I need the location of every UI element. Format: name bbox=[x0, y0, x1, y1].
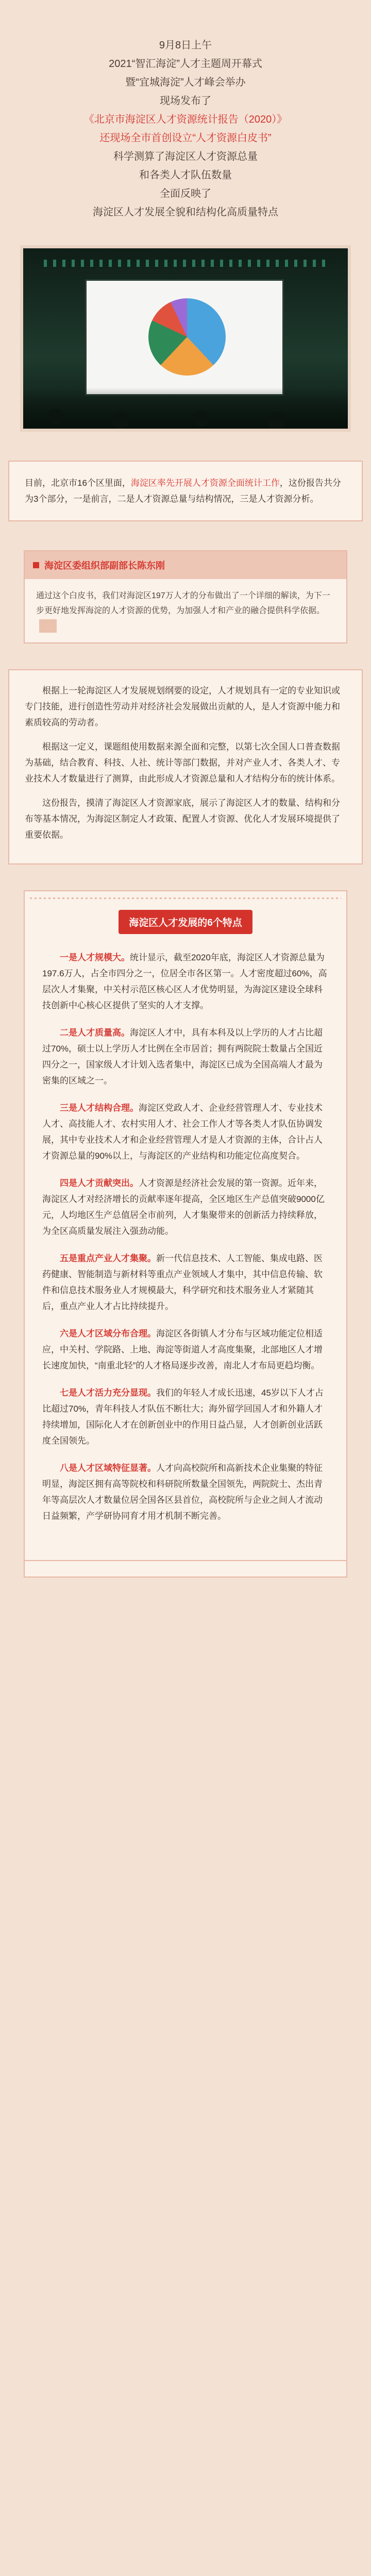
footer-divider bbox=[25, 1560, 346, 1561]
feature-text: 新一代信息技术、人工智能、集成电路、医药健康、智能制造与新材料等重点产业领域人才集中，其中信息传输、软件和信息技术服务业人才规模最大，科学研究和技术服务业人才紧随其后，重点产业人才占比持续提升。 bbox=[42, 1253, 323, 1311]
speaker-quote-text: 通过这个白皮书，我们对海淀区197万人才的分布做出了一个详细的解读，为下一步更好地发挥海淀的人才资源的优势，为加强人才和产业的融合提供科学依据。 bbox=[36, 591, 330, 615]
pie-chart-graphic bbox=[148, 298, 226, 376]
audience-silhouettes bbox=[23, 387, 348, 429]
intro-line: 海淀区人才发展全貌和结构化高质量特点 bbox=[93, 207, 278, 218]
feature-item bbox=[25, 1250, 346, 1314]
methodology-paragraph: 根据这一定义，课题组使用数据来源全面和完整，以第七次全国人口普查数据为基础，结合教育、科技、人社、统计等部门数据，并对产业人才、各类人才、专业技术人才数量进行了测算，由此形成人才资源总量和人才结构分布的统计体系。 bbox=[25, 742, 340, 784]
feature-text: 海淀区人才中，具有本科及以上学历的人才占比超过70%，硕士以上学历人才比例在全市居首；拥有两院院士数量占全国近四分之一，国家级人才计划入选者集中，海淀区已成为全国高端人才最为密集的区域之一。 bbox=[42, 1028, 323, 1086]
feature-item bbox=[25, 1460, 346, 1524]
speaker-section-header bbox=[25, 551, 346, 579]
intro-line: 《北京市海淀区人才资源统计报告（2020）》 bbox=[83, 114, 288, 125]
feature-text: 人才向高校院所和高新技术企业集聚的特征明显，海淀区拥有高等院校和科研院所数量全国领先，两院院士、杰出青年等高层次人才数量位居全国各区县首位，高校院所与企业之间人才流动日益频繁，产学研协同育才用才机制不断完善。 bbox=[42, 1463, 323, 1521]
features-title-tab: 海淀区人才发展的6个特点 bbox=[119, 910, 252, 934]
conference-photo bbox=[20, 245, 351, 432]
feature-text: 我们的年轻人才成长迅速，45岁以下人才占比超过70%，青年科技人才队伍不断壮大；海外留学回国人才和外籍人才持续增加，国际化人才在创新创业中的作用日益凸显，人才创新创业活跃度全国领先。 bbox=[42, 1388, 324, 1446]
speaker-section bbox=[24, 550, 347, 643]
feature-text: 统计显示，截至2020年底，海淀区人才资源总量为197.6万人，占全市四分之一，位居全市各区第一。人才密度超过60%，高层次人才集聚，中关村示范区核心区人才优势明显，为海淀区建设全球科技创新中心核心区提供了坚实的人才支撑。 bbox=[42, 953, 327, 1010]
intro-line: 2021“智汇海淀”人才主题周开幕式 bbox=[109, 58, 262, 70]
feature-title: 七是人才活力充分显现。 bbox=[60, 1388, 156, 1398]
feature-title: 二是人才质量高。 bbox=[60, 1028, 130, 1038]
presentation-screen bbox=[85, 279, 284, 396]
intro-line: 还现场全市首创设立“人才资源白皮书” bbox=[99, 132, 272, 144]
feature-text: 海淀区党政人才、企业经营管理人才、专业技术人才、高技能人才、农村实用人才、社会工作人才等各类人才队伍协调发展，其中专业技术人才和企业经营管理人才是人才资源的主体，合计占人才资源总量的90%以上，与海淀区的产业结构和功能定位高度契合。 bbox=[42, 1103, 323, 1161]
feature-text: 人才资源是经济社会发展的第一资源。近年来，海淀区人才对经济增长的贡献率逐年提高，全区地区生产总值突破9000亿元，人均地区生产总值居全市前列，人才集聚带来的创新活力持续释放，为全区高质量发展注入强劲动能。 bbox=[42, 1178, 325, 1236]
features-list bbox=[25, 950, 346, 1524]
square-bullet-icon bbox=[33, 562, 39, 568]
feature-title: 一是人才规模大。 bbox=[60, 953, 130, 962]
methodology-paragraph: 这份报告，摸清了海淀区人才资源家底，展示了海淀区人才的数量、结构和分布等基本情况，为海淀区制定人才政策、配置人才资源、优化人才发展环境提供了重要依据。 bbox=[25, 798, 340, 840]
speaker-title: 海淀区委组织部副部长陈东刚 bbox=[44, 561, 165, 571]
methodology-paragraph: 根据上一轮海淀区人才发展规划纲要的设定，人才规划具有一定的专业知识或专门技能，进行创造性劳动并对经济社会发展做出贡献的人，是人才资源中能力和素质较高的劳动者。 bbox=[25, 686, 340, 727]
feature-title: 五是重点产业人才集聚。 bbox=[60, 1253, 156, 1263]
intro-line: 现场发布了 bbox=[160, 95, 211, 107]
feature-title: 三是人才结构合理。 bbox=[60, 1103, 139, 1113]
methodology-box bbox=[8, 669, 363, 865]
intro-line: 9月8日上午 bbox=[159, 40, 212, 51]
stage-lights bbox=[44, 260, 327, 267]
intro-text bbox=[57, 0, 314, 222]
feature-item bbox=[25, 950, 346, 1013]
feature-item bbox=[25, 1326, 346, 1374]
features-box bbox=[24, 890, 347, 1578]
intro-line: 暨“宜城海淀”人才峰会举办 bbox=[125, 77, 246, 88]
decor-block bbox=[39, 619, 57, 633]
summary-box bbox=[8, 461, 363, 521]
feature-text: 海淀区各街镇人才分布与区域功能定位相适应，中关村、学院路、上地、海淀等街道人才高度集聚，北部地区人才增长速度加快，“南重北轻”的人才格局逐步改善，南北人才布局更趋均衡。 bbox=[42, 1329, 323, 1370]
feature-item bbox=[25, 1175, 346, 1239]
intro-line: 全面反映了 bbox=[160, 188, 211, 199]
speaker-quote bbox=[25, 579, 346, 642]
summary-text-a: 目前，北京市16个区里面， bbox=[25, 478, 131, 488]
feature-item bbox=[25, 1100, 346, 1164]
summary-text-highlight: 海淀区率先开展人才资源全面统计工作 bbox=[130, 478, 280, 488]
dotted-divider bbox=[30, 897, 341, 899]
intro-line: 和各类人才队伍数量 bbox=[139, 170, 232, 181]
summary-text-b: ，这份报告共分为3个部分，一是前言，二是人才资源总量与结构情况，三是人才资源分析。 bbox=[25, 478, 341, 504]
feature-title: 八是人才区域特征显著。 bbox=[60, 1463, 156, 1473]
intro-line: 科学测算了海淀区人才资源总量 bbox=[113, 151, 258, 162]
feature-item bbox=[25, 1025, 346, 1089]
feature-title: 四是人才贡献突出。 bbox=[60, 1178, 139, 1188]
feature-title: 六是人才区域分布合理。 bbox=[60, 1329, 156, 1338]
feature-item bbox=[25, 1385, 346, 1449]
